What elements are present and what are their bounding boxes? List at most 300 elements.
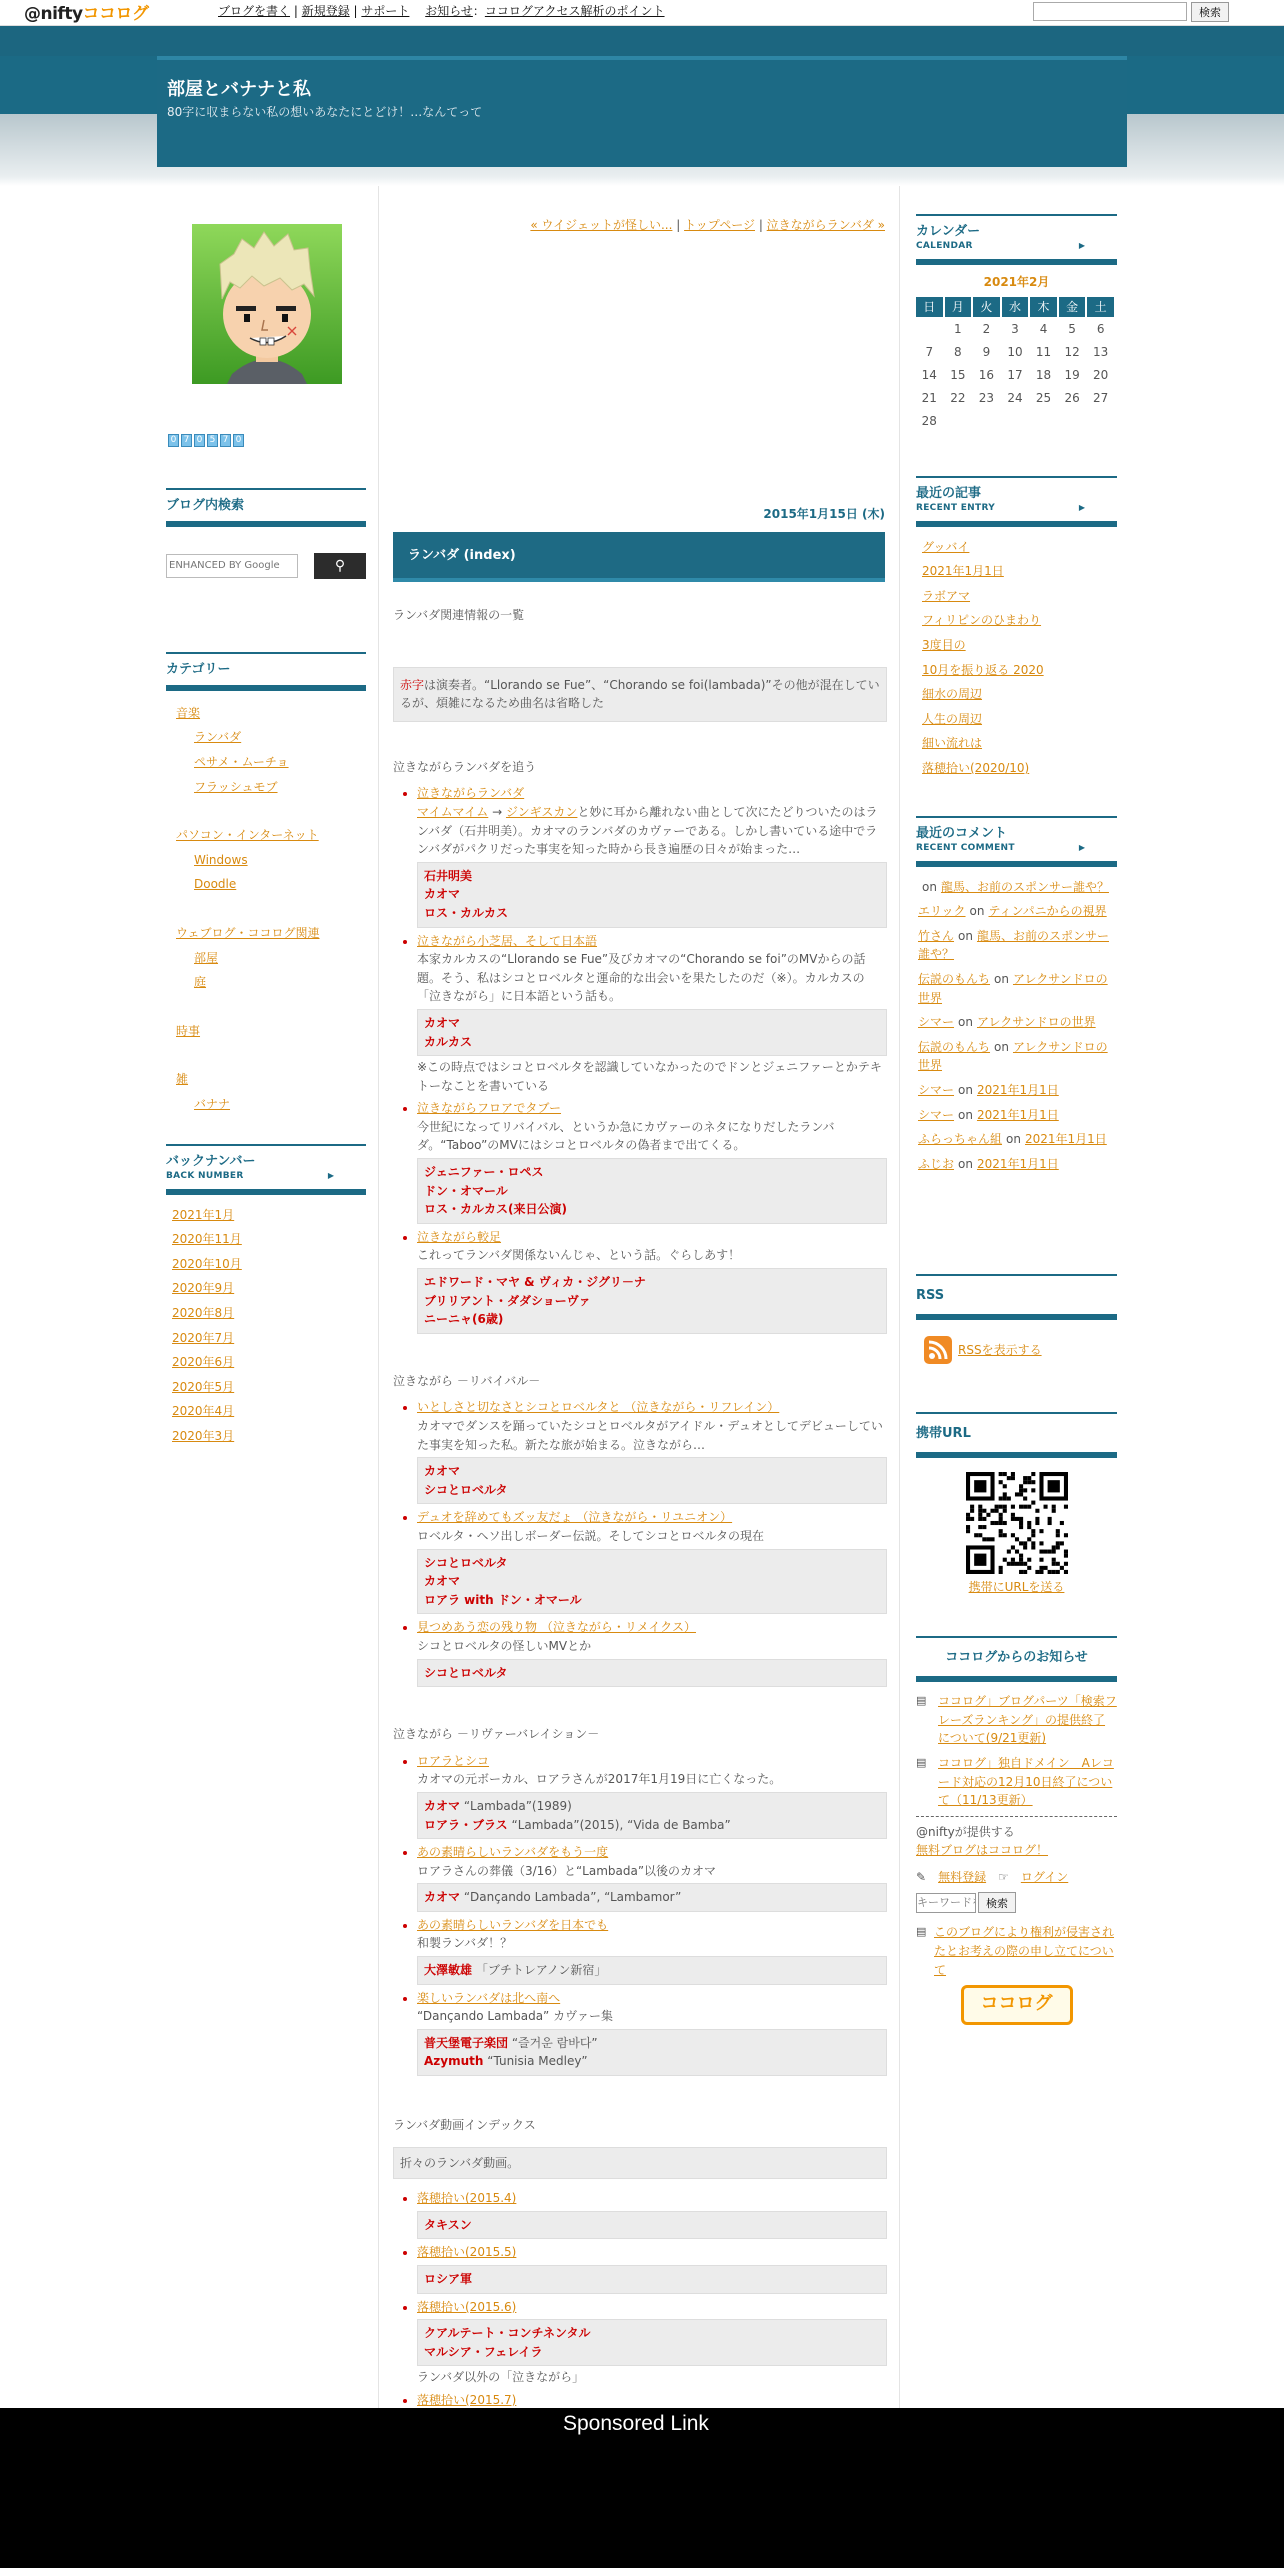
comment-author[interactable]: ふらっちゃん組 <box>918 1132 1003 1147</box>
comment-post-link[interactable]: アレクサンドロの世界 <box>918 971 1108 1005</box>
backnumber-item <box>166 1276 366 1301</box>
index-item-desc <box>417 2007 887 2026</box>
index-item <box>417 2298 887 2387</box>
performer <box>424 1816 880 1835</box>
post-body <box>393 606 887 2464</box>
index-item-desc <box>417 803 887 859</box>
performer: シコとロベルタ <box>424 1482 508 1497</box>
recent-entry-link[interactable]: グッバイ <box>922 539 970 554</box>
backnumber-link[interactable]: 2020年6月 <box>172 1355 235 1370</box>
backnumber-item <box>166 1350 366 1375</box>
index-item-link[interactable]: 泣きながら小芝居、そして日本語 <box>417 933 598 948</box>
index-item-desc <box>417 1862 887 1881</box>
index-item <box>417 2243 887 2293</box>
prev-entry-link[interactable]: « ウイジェットが怪しい... <box>530 218 673 232</box>
backnumber-link[interactable]: 2020年8月 <box>172 1305 235 1320</box>
song-names: “Lambada”(1989) <box>460 1798 572 1813</box>
calendar-day <box>945 411 972 432</box>
calendar-day: 7 <box>925 345 934 360</box>
mobile-url-send-link[interactable]: 携帯にURLを送る <box>968 1580 1065 1595</box>
counter-digit: 7 <box>220 434 231 447</box>
index-item-link[interactable]: 落穂拾い(2015.7) <box>417 2392 517 2407</box>
category-link[interactable]: 音楽 <box>176 705 201 720</box>
calendar-day: 25 <box>1035 391 1052 406</box>
calendar-day: 2 <box>982 322 991 337</box>
free-register-link[interactable]: 無料登録 <box>938 1869 987 1884</box>
performer: カオマ <box>424 887 461 902</box>
calendar-day: 4 <box>1039 322 1048 337</box>
category-item <box>166 946 366 971</box>
calendar-day: 23 <box>978 391 995 406</box>
backnumber-list <box>166 1203 366 1449</box>
section-2-list <box>417 1398 887 1687</box>
category-link[interactable]: ウェブログ・ココログ関連 <box>176 926 320 941</box>
recent-entry-item <box>916 584 1117 609</box>
recent-entry-item <box>916 731 1117 756</box>
desc-text: カオマでダンスを踊っていたシコとロベルタがアイドル・デュオとしてデビューしていた事実を知った私。新たな旅が始まる。泣きながら… <box>417 1419 883 1452</box>
calendar-day: 6 <box>1096 322 1105 337</box>
performer: エドワード・マヤ & ヴィカ・ジグリ－ナ <box>424 1275 646 1290</box>
performer: カオマ <box>424 1574 461 1589</box>
category-link[interactable]: フラッシュモブ <box>194 779 278 794</box>
cocolog-notice-section <box>916 1636 1117 2025</box>
access-analysis-link[interactable]: ココログアクセス解析のポイント <box>484 4 665 18</box>
backnumber-link[interactable]: 2020年9月 <box>172 1281 235 1296</box>
category-heading: カテゴリー <box>166 652 366 691</box>
category-link[interactable]: Windows <box>194 852 248 867</box>
counter-digit: 5 <box>207 434 218 447</box>
calendar-day: 22 <box>950 391 966 406</box>
category-link[interactable]: ランバダ <box>194 730 242 745</box>
comment-author[interactable]: ふじお <box>918 1156 955 1171</box>
write-blog-link[interactable]: ブログを書く <box>218 4 291 18</box>
performer: ロス・カルカス(来日公演) <box>424 1202 567 1217</box>
recent-comment-item <box>918 875 1117 900</box>
blog-search-heading: ブログ内検索 <box>166 488 366 527</box>
recent-entry-link[interactable]: 人生の周辺 <box>922 711 983 726</box>
top-page-link[interactable]: トップページ <box>684 218 755 232</box>
recent-comment-item <box>918 924 1117 967</box>
top-nav: ブログを書く | 新規登録 | サポート お知らせ：ココログアクセス解析のポイント <box>218 4 665 18</box>
recent-entry-link[interactable]: 2021年1月1日 <box>922 564 1004 579</box>
calendar-weekday: 水 <box>1002 297 1029 317</box>
song-names: 「ブチトレアノン新宿」 <box>472 1963 607 1978</box>
recent-entry-link[interactable]: 10月を振り返る 2020 <box>922 662 1044 677</box>
index-item-desc <box>417 1527 887 1546</box>
index-item <box>417 1618 887 1687</box>
backnumber-heading: バックナンバー BACK NUMBER ▶ <box>166 1144 366 1195</box>
category-item <box>166 995 366 1019</box>
performer-name: Azymuth <box>424 2054 484 2069</box>
song-names: “Dançando Lambada”, “Lambamor” <box>460 1890 682 1905</box>
recent-entry-item <box>916 658 1117 683</box>
calendar-day: 12 <box>1064 345 1080 360</box>
calendar-table <box>914 295 1116 434</box>
category-link[interactable]: Doodle <box>194 877 237 892</box>
recent-entry-item <box>916 756 1117 781</box>
mobile-url-section <box>916 1412 1117 1597</box>
category-item <box>166 872 366 897</box>
related-link[interactable]: マイムマイム <box>417 804 489 819</box>
calendar-week <box>916 411 1114 432</box>
performer <box>424 2052 880 2071</box>
section-1-heading: 泣きながらランバダを追う <box>393 759 537 774</box>
rss-section <box>916 1274 1117 1364</box>
recent-entry-heading: 最近の記事 RECENT ENTRY ▶ <box>916 476 1117 527</box>
index-item <box>417 1752 887 1839</box>
calendar-day: 13 <box>1093 345 1109 360</box>
performer: マルシア・フェレイラ <box>424 2344 543 2359</box>
category-item <box>166 921 366 946</box>
index-item-link[interactable]: 泣きながらフロアでタブー <box>417 1101 562 1116</box>
comment-on: on <box>922 879 937 894</box>
performer: ニーニャ(6歳) <box>424 1312 504 1327</box>
recent-entry-item <box>916 682 1117 707</box>
performer-box <box>417 1268 887 1334</box>
rss-heading: RSS <box>916 1274 1117 1320</box>
performer <box>424 1888 880 1907</box>
recent-comment-item <box>918 1035 1117 1078</box>
index-item-link[interactable]: 泣きながらランバダ <box>417 786 525 801</box>
backnumber-link[interactable]: 2020年5月 <box>172 1379 235 1394</box>
category-list <box>166 701 366 1117</box>
index-item <box>417 1228 887 1334</box>
report-icon: ▤ <box>916 1925 927 1939</box>
desc-text: これってランバダ関係ないんじゃ、という話。ぐらしあす！ <box>417 1248 741 1263</box>
calendar-weekday: 月 <box>945 297 972 317</box>
calendar-weekday: 金 <box>1059 297 1086 317</box>
backnumber-item <box>166 1399 366 1424</box>
performer-name: ロアラ・ブラス <box>424 1817 508 1832</box>
category-item <box>166 970 366 995</box>
recent-comment-heading: 最近のコメント RECENT COMMENT ▶ <box>916 816 1117 867</box>
desc-text: と妙に耳から離れない曲として次にたどりついたのはランバダ（石井明美）。カオマのランバダのカヴァーである。しかし書いている途中でランバダがパクリだった事実を知った時から長き遍歴の日々が始まった… <box>417 804 878 857</box>
performer-box <box>417 2319 887 2366</box>
performer-box <box>417 1956 887 1985</box>
notice-icon: ▤ <box>916 1755 927 1769</box>
desc-text: 本家カルカスの“Llorando se Fue”及びカオマの“Chorando se foi”のMVからの話題。そう、私はシコとロベルタと運命的な出会いを果たしたのだ（※）。カルカスの「泣きながら」に日本語という話も。 <box>417 952 866 1004</box>
calendar-day: 24 <box>1007 391 1023 406</box>
comment-post-link[interactable]: 2021年1月1日 <box>976 1082 1059 1097</box>
performer: クアルテート・コンチネンタル <box>424 2326 591 2341</box>
related-link[interactable]: ジンギスカン <box>505 804 578 819</box>
performer-name: カオマ <box>424 1890 461 1905</box>
main-area <box>0 186 1284 2408</box>
footnote-text: ※この時点ではシコとロベルタを認識していなかったのでドンとジェニファーとかテキトーなことを書いている <box>417 1060 882 1093</box>
rss-icon <box>924 1336 952 1364</box>
index-item-link[interactable]: 見つめあう恋の残り物 （泣きながら・リメイクス） <box>417 1620 696 1635</box>
category-link[interactable]: 部屋 <box>194 950 219 965</box>
recent-comment-item <box>918 1010 1117 1035</box>
calendar-day: 20 <box>1093 368 1109 383</box>
login-link[interactable]: ログイン <box>1020 1869 1069 1884</box>
recent-entry-link[interactable]: 落穂拾い(2020/10) <box>922 760 1030 775</box>
index-item-link[interactable]: ロアラとシコ <box>417 1753 490 1768</box>
comment-post-link[interactable]: アレクサンドロの世界 <box>918 1039 1108 1073</box>
performer: ロシア軍 <box>424 2272 473 2286</box>
counter-digit: 0 <box>168 434 179 447</box>
backnumber-link[interactable]: 2020年3月 <box>172 1428 235 1443</box>
backnumber-item <box>166 1301 366 1326</box>
comment-author[interactable]: 伝説のもんち <box>918 1039 991 1054</box>
calendar-day: 18 <box>1035 368 1052 383</box>
calendar-day <box>916 319 943 340</box>
top-bar <box>0 0 1284 26</box>
performer: ドン・オマール <box>424 1183 508 1198</box>
index-item <box>417 1916 887 1985</box>
keyword-input[interactable] <box>916 1893 976 1913</box>
calendar-day <box>1002 411 1029 432</box>
free-blog-link[interactable]: 無料ブログはココログ！ <box>916 1843 1049 1858</box>
recent-comment-item <box>918 899 1117 924</box>
next-entry-link[interactable]: 泣きながらランバダ » <box>766 218 885 232</box>
comment-author[interactable]: シマー <box>918 1082 955 1097</box>
backnumber-link[interactable]: 2021年1月 <box>172 1207 235 1222</box>
index-item-desc <box>417 1118 887 1155</box>
category-link[interactable]: パソコン・インターネット <box>176 828 319 843</box>
nifty-provided-text: @niftyが提供する <box>916 1824 1015 1839</box>
comment-post-link[interactable]: 2021年1月1日 <box>976 1156 1059 1171</box>
calendar-day: 10 <box>1007 345 1023 360</box>
comment-on: on <box>994 971 1009 986</box>
rss-link[interactable]: RSSを表示する <box>958 1342 1042 1357</box>
category-link[interactable]: 雑 <box>176 1072 189 1087</box>
calendar-day: 15 <box>950 368 966 383</box>
backnumber-item <box>166 1203 366 1228</box>
index-item <box>417 1989 887 2076</box>
calendar-day <box>1087 411 1114 432</box>
calendar-weekday: 火 <box>973 297 1000 317</box>
backnumber-link[interactable]: 2020年7月 <box>172 1330 235 1345</box>
comment-author[interactable]: 伝説のもんち <box>918 971 991 986</box>
category-item <box>166 1019 366 1044</box>
calendar-weekday: 土 <box>1087 297 1114 317</box>
recent-entry-link[interactable]: 細い流れは <box>922 736 983 751</box>
section-4-heading: ランバダ動画インデックス <box>393 2118 536 2133</box>
top-search-input[interactable] <box>1033 2 1187 21</box>
category-item <box>166 701 366 726</box>
rights-report-link[interactable]: このブログにより権利が侵害されたとお考えの際の申し立てについて <box>934 1925 1115 1977</box>
blog-title[interactable]: 部屋とバナナと私 <box>167 79 311 100</box>
index-item-link[interactable]: あの素晴らしいランバダをもう一度 <box>417 1845 609 1860</box>
keyword-search-button[interactable]: 検索 <box>978 1892 1016 1913</box>
calendar-day: 9 <box>982 345 991 360</box>
register-link[interactable]: 新規登録 <box>301 4 350 18</box>
category-link[interactable]: ペサメ・ムーチョ <box>194 755 289 770</box>
blog-description: 80字に収まらない私の想いあなたにとどけ！…なんてって <box>167 105 483 119</box>
cocolog-notice-heading: ココログからのお知らせ <box>916 1636 1117 1682</box>
recent-comment-item <box>918 967 1117 1010</box>
performer: ロアラ with ドン・オマール <box>424 1592 582 1607</box>
category-item <box>166 799 366 823</box>
index-item-desc <box>417 1934 887 1953</box>
recent-comment-section <box>916 816 1117 1176</box>
footnote-text: ランバダ以外の「泣きながら」 <box>417 2370 585 2385</box>
avatar <box>192 224 342 384</box>
performer-name: カオマ <box>424 1798 461 1813</box>
index-item <box>417 1099 887 1224</box>
support-link[interactable]: サポート <box>361 4 410 18</box>
recent-entry-list <box>916 535 1117 781</box>
calendar-weekday: 木 <box>1030 297 1057 317</box>
calendar-weekday: 日 <box>916 297 943 317</box>
recent-comment-item <box>918 1103 1117 1128</box>
qr-code <box>966 1472 1068 1574</box>
post-date: 2015年1月15日 (木) <box>763 507 885 521</box>
index-item-link[interactable]: 泣きながら較足 <box>417 1229 502 1244</box>
calendar-day: 28 <box>921 414 937 429</box>
index-item <box>417 1398 887 1504</box>
backnumber-item <box>166 1252 366 1277</box>
calendar-day: 1 <box>954 322 962 337</box>
post-title[interactable]: ランバダ (index) <box>393 532 885 582</box>
index-item-link[interactable]: 落穂拾い(2015.4) <box>417 2191 517 2206</box>
comment-post-link[interactable]: 龍馬、お前のスポンサー誰や？ <box>940 879 1109 894</box>
performer: カルカス <box>424 1034 473 1049</box>
desc-text: ロベルタ・ヘソ出しボーダー伝説。そしてシコとロベルタの現在 <box>417 1528 765 1543</box>
notice-link[interactable]: お知らせ <box>425 4 473 18</box>
category-link[interactable]: バナナ <box>194 1097 231 1112</box>
recent-comment-item <box>918 1078 1117 1103</box>
section-4-box: 折々のランバダ動画。 <box>393 2147 887 2180</box>
performer: カオマ <box>424 1015 461 1030</box>
comment-on: on <box>1006 1132 1021 1147</box>
category-link[interactable]: 時事 <box>176 1023 201 1038</box>
performer-box <box>417 1457 887 1504</box>
performer: タキスン <box>424 2217 472 2232</box>
sponsored-area <box>0 2408 1284 2568</box>
comment-post-link[interactable]: 2021年1月1日 <box>976 1107 1059 1122</box>
notice-list <box>916 1692 1117 1810</box>
performer-name: 普天堡電子楽団 <box>424 2035 509 2050</box>
comment-author[interactable]: 竹さん <box>918 928 955 943</box>
comment-author[interactable]: エリック <box>918 904 966 919</box>
counter-digit: 0 <box>233 434 244 447</box>
category-item <box>166 1092 366 1117</box>
section-3-heading: 泣きながら －リヴァーバレイション－ <box>393 1727 600 1742</box>
backnumber-link[interactable]: 2020年10月 <box>172 1256 242 1271</box>
login-icon: ☞ <box>998 1869 1009 1884</box>
nifty-logo[interactable]: @niftyココログ <box>24 4 149 24</box>
comment-on: on <box>958 1107 973 1122</box>
index-item-desc <box>417 1246 887 1265</box>
index-item-link[interactable]: 落穂拾い(2015.6) <box>417 2299 517 2314</box>
calendar-day: 27 <box>1093 391 1109 406</box>
desc-text: カオマの元ボーカル、ロアラさんが2017年1月19日に亡くなった。 <box>417 1772 782 1787</box>
performer-box <box>417 862 887 928</box>
desc-text: シコとロベルタの怪しいMVとか <box>417 1638 592 1653</box>
calendar-section <box>916 214 1117 434</box>
performer <box>424 1797 880 1816</box>
recent-entry-item <box>916 559 1117 584</box>
index-item-link[interactable]: 楽しいランバダは北へ南へ <box>417 1990 561 2005</box>
desc-text: 今世紀になってリバイバル、というか急にカヴァーのネタになりだしたランバダ。“Taboo”のMVにはシコとロベルタの偽者まで出てくる。 <box>417 1119 835 1153</box>
calendar-heading: カレンダー CALENDAR ▶ <box>916 214 1117 265</box>
recent-entry-item <box>916 707 1117 732</box>
center-column <box>378 186 900 2408</box>
backnumber-item <box>166 1375 366 1400</box>
access-counter <box>168 434 244 447</box>
category-link[interactable]: 庭 <box>194 975 207 990</box>
entry-nav: « ウイジェットが怪しい... | トップページ | 泣きながらランバダ » <box>530 218 885 232</box>
comment-author[interactable]: シマー <box>918 1015 955 1030</box>
category-section <box>166 652 366 1117</box>
index-item <box>417 932 887 1096</box>
blog-search-button[interactable]: ⚲ <box>314 553 366 579</box>
note-red-text: 赤字 <box>400 677 425 692</box>
backnumber-link[interactable]: 2020年11月 <box>172 1232 242 1247</box>
comment-author[interactable]: シマー <box>918 1107 955 1122</box>
calendar-week <box>916 319 1114 340</box>
calendar-day: 26 <box>1064 391 1080 406</box>
recent-entry-link[interactable]: 細水の周辺 <box>922 687 983 702</box>
performer: シコとロベルタ <box>424 1665 508 1680</box>
category-item <box>166 897 366 921</box>
notice-item <box>916 1692 1117 1748</box>
performer-box <box>417 1659 887 1688</box>
intro-text: ランバダ関連情報の一覧 <box>393 608 525 622</box>
recent-entry-item <box>916 608 1117 633</box>
comment-post-link[interactable]: ティンパニからの視界 <box>988 904 1107 919</box>
comment-post-link[interactable]: アレクサンドロの世界 <box>976 1015 1096 1030</box>
counter-digit: 0 <box>194 434 205 447</box>
top-search <box>1033 2 1229 22</box>
calendar-day <box>1059 411 1086 432</box>
recent-comment-list <box>916 875 1117 1177</box>
top-search-button[interactable]: 検索 <box>1191 2 1229 22</box>
index-item-link[interactable]: デュオを辞めてもズッ友だょ （泣きながら・リユニオン） <box>417 1510 733 1525</box>
index-item-link[interactable]: あの素晴らしいランバダを日本でも <box>417 1917 609 1932</box>
calendar-day: 5 <box>1068 322 1076 337</box>
desc-text: “Dançando Lambada” カヴァー集 <box>417 2009 613 2024</box>
recent-comment-item <box>918 1152 1117 1177</box>
performer <box>424 2034 880 2053</box>
backnumber-item <box>166 1326 366 1351</box>
category-item <box>166 775 366 800</box>
notice-link[interactable]: ココログ」ブログパーツ「検索フレーズランキング」の提供終了について(9/21更新) <box>938 1694 1117 1746</box>
recent-entry-item <box>916 535 1117 560</box>
comment-post-link[interactable]: 龍馬、お前のスポンサー誰や？ <box>918 928 1109 962</box>
calendar-day: 16 <box>978 368 995 383</box>
index-item <box>417 2189 887 2239</box>
calendar-week <box>916 388 1114 409</box>
calendar-day: 11 <box>1035 345 1052 360</box>
comment-on: on <box>958 1156 973 1171</box>
counter-digit: 7 <box>181 434 192 447</box>
mobile-url-heading: 携帯URL <box>916 1412 1117 1458</box>
backnumber-link[interactable]: 2020年4月 <box>172 1404 235 1419</box>
index-item-link[interactable]: 落穂拾い(2015.5) <box>417 2245 517 2260</box>
calendar-day: 3 <box>1011 322 1019 337</box>
performer-box <box>417 1009 887 1056</box>
notice-link[interactable]: ココログ」独自ドメイン Aレコード対応の12月10日終了について（11/13更新） <box>938 1755 1114 1808</box>
cocolog-badge[interactable]: ココログ <box>961 1985 1073 2025</box>
comment-on: on <box>958 928 973 943</box>
index-item-link[interactable]: いとしさと切なさとシコとロベルタと （泣きながら・リフレイン） <box>417 1400 780 1415</box>
performer: カオマ <box>424 1464 461 1479</box>
blog-search-input[interactable] <box>166 554 298 578</box>
recent-entry-link[interactable]: ラボアマ <box>922 588 971 603</box>
index-item-desc <box>417 1770 887 1789</box>
note-text: は演奏者。“Llorando se Fue”、“Chorando se foi(lambada)”その他が混在しているが、煩雑になるため曲名は省略した <box>400 677 880 711</box>
notice-item <box>916 1754 1117 1810</box>
performer-box <box>417 2211 887 2240</box>
recent-entry-link[interactable]: フィリピンのひまわり <box>922 613 1042 628</box>
blog-search-form <box>166 553 366 579</box>
recent-entry-link[interactable]: 3度目の <box>922 637 966 652</box>
category-item <box>166 750 366 775</box>
comment-post-link[interactable]: 2021年1月1日 <box>1024 1132 1107 1147</box>
